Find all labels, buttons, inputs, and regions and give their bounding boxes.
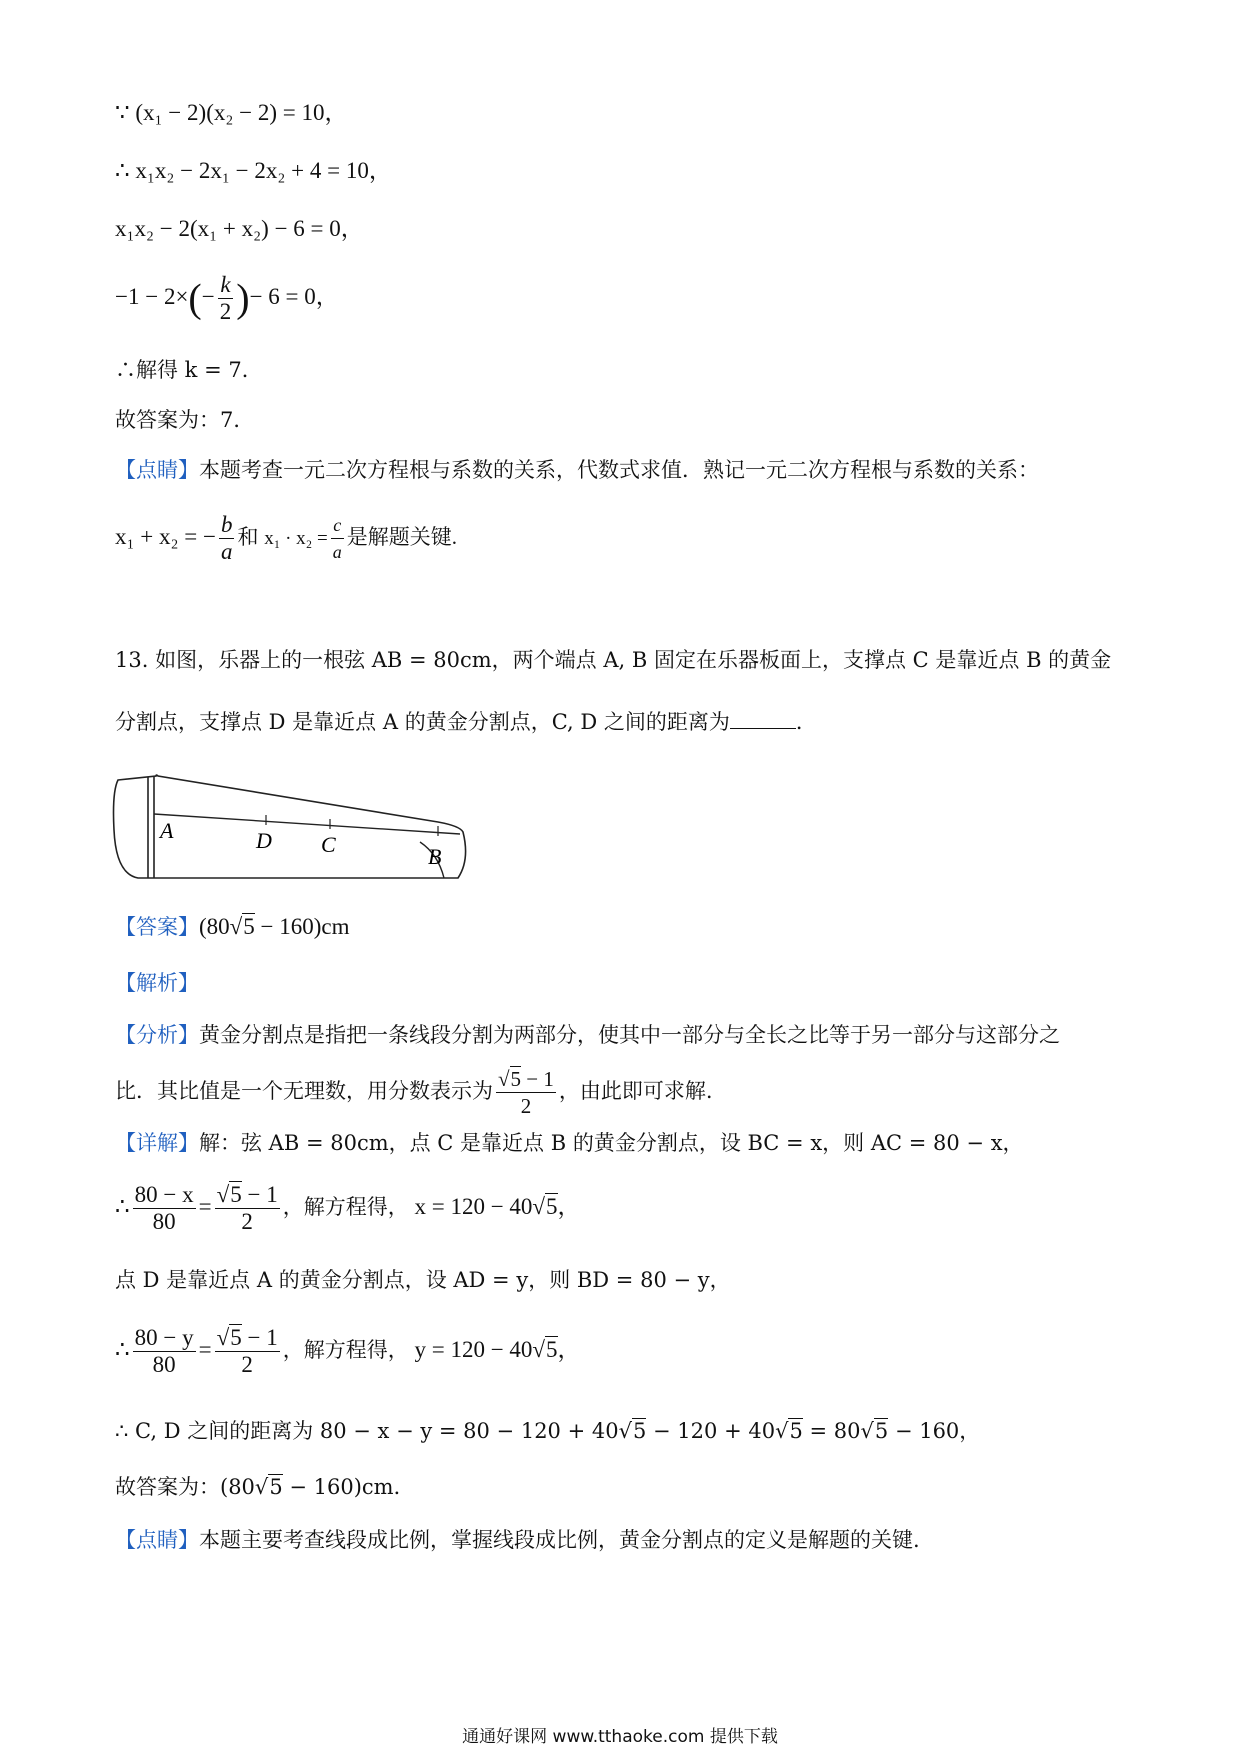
eq1-num: 80 − x xyxy=(134,1182,194,1207)
dist-root-1: 5 xyxy=(632,1419,647,1443)
point-text: 本题考查一元二次方程根与系数的关系，代数式求值．熟记一元二次方程根与系数的关系： xyxy=(199,458,1039,482)
frac-c-den: a xyxy=(332,542,342,562)
eq-line-1: ∵ (x₁ − 2)(x₂ − 2) = 10， xyxy=(115,100,348,125)
answer-line-12: 故答案为：7． xyxy=(115,408,255,432)
eq4-frac-den: 2 xyxy=(219,299,232,324)
eq2-res-pre: y = 120 − 40 xyxy=(414,1336,533,1362)
vieta-frac-b xyxy=(219,512,235,565)
dist-root-3: 5 xyxy=(874,1419,889,1443)
golden-ratio-fraction: $\frac{√5 - 1}{2}$ xyxy=(498,1067,554,1118)
fenxi-line-2 xyxy=(115,1066,713,1119)
eq1-left-frac xyxy=(133,1182,196,1235)
label-d: D xyxy=(256,828,272,853)
vieta-formula-line xyxy=(115,512,457,565)
vieta-frac-c xyxy=(331,512,344,565)
eq1-rden: 2 xyxy=(241,1209,253,1234)
eq-line-2: ∴ x₁x₂ − 2x₁ − 2x₂ + 4 = 10， xyxy=(115,158,392,183)
eq4-frac-num: k xyxy=(218,272,234,299)
fenxi-text-2: 比．其比值是一个无理数，用分数表示为 xyxy=(115,1079,493,1103)
eq1-rnum-post: − 1 xyxy=(241,1182,278,1207)
fenxi-text-3: ，由此即可求解. xyxy=(558,1079,713,1103)
eq-line-3: x₁x₂ − 2(x₁ + x₂) − 6 = 0， xyxy=(115,216,364,241)
point2-tag: 【点睛】 xyxy=(115,1528,199,1552)
eq1-res-pre: x = 120 − 40 xyxy=(414,1193,533,1219)
eq2-res-post: ， xyxy=(557,1336,581,1362)
eq2-right-frac: $\frac{√5 - 1}{2}$ xyxy=(216,1325,278,1377)
answer-root: 5 xyxy=(243,914,255,939)
final-answer-line: 故答案为：(80√5 − 160)cm． xyxy=(115,1475,415,1499)
golden-den: 2 xyxy=(520,1094,532,1118)
eq2-num: 80 − y xyxy=(134,1325,194,1350)
point-note-1 xyxy=(115,455,1039,485)
detail-tag: 【详解】 xyxy=(115,1131,199,1155)
solve-k-line: ∴解得 k = 7． xyxy=(115,358,263,382)
frac-b-den: a xyxy=(220,539,233,564)
eq4-fraction xyxy=(218,272,234,325)
answer-tag: 【答案】 xyxy=(115,915,199,939)
answer-blank xyxy=(730,708,796,729)
frac-b-num: b xyxy=(220,512,233,537)
dist-mid: − 120 + 40 xyxy=(646,1419,776,1443)
final-post: − 160)cm． xyxy=(282,1475,415,1499)
vieta-join: 和 xyxy=(237,524,259,549)
question-end: ． xyxy=(795,710,817,734)
frac-c-num: c xyxy=(331,512,344,539)
dist-post: − 160， xyxy=(888,1419,981,1443)
detail-eq-2: ∴ $\frac{80 - y}{80}$ = $\frac{√5 - 1}{2}$ ，解方程得， y = 120 − 40√5， xyxy=(115,1325,581,1377)
eq4-right: − 6 = 0， xyxy=(249,283,339,309)
fenxi-text-1: 黄金分割点是指把一条线段分割为两部分，使其中一部分与全长之比等于另一部分与这部分之 xyxy=(199,1023,1060,1047)
eq1-res-post: ， xyxy=(557,1193,581,1219)
dist-root-2: 5 xyxy=(789,1419,803,1443)
question-13-line-2 xyxy=(115,707,817,737)
vieta-sum: x₁ + x₂ = − xyxy=(115,523,216,549)
point-note-2 xyxy=(115,1525,920,1555)
right-paren: ) xyxy=(236,275,250,321)
string-ab xyxy=(154,814,460,834)
detail-text-1: 解：弦 AB = 80cm，点 C 是靠近点 B 的黄金分割点，设 BC = x，则 AC = 80 − x， xyxy=(199,1131,1024,1155)
golden-root: 5 xyxy=(510,1067,522,1091)
left-paren: ( xyxy=(188,275,202,321)
answer-block: 【答案】(80√5 − 160)cm xyxy=(115,914,350,939)
dist-pre: ∴ C, D 之间的距离为 80 − x − y = 80 − 120 + 40 xyxy=(115,1419,619,1443)
answer-value-pre: (80 xyxy=(199,914,230,939)
label-b: B xyxy=(428,844,442,869)
eq1-den: 80 xyxy=(152,1209,176,1234)
distance-line: ∴ C, D 之间的距离为 80 − x − y = 80 − 120 + 40√5 − 120 + 40√5 = 80√5 − 160， xyxy=(115,1419,981,1443)
detail-line-3: 点 D 是靠近点 A 的黄金分割点，设 AD = y，则 BD = 80 − y， xyxy=(115,1268,731,1292)
dist-mid-2: = 80 xyxy=(802,1419,861,1443)
eq4-left: −1 − 2× xyxy=(115,283,189,309)
eq2-rden: 2 xyxy=(241,1352,253,1377)
detail-eq-1: ∴ $\frac{80 - x}{80}$ = $\frac{√5 - 1}{2}$ ，解方程得， x = 120 − 40√5， xyxy=(115,1182,581,1234)
eq2-root: 5 xyxy=(230,1325,242,1350)
detail-line-1 xyxy=(115,1128,1024,1158)
eq1-mid: ，解方程得， xyxy=(282,1194,409,1219)
final-pre: 故答案为：(80 xyxy=(115,1475,255,1499)
vieta-tail: 是解题关键. xyxy=(346,524,457,549)
question-text: 分割点，支撑点 D 是靠近点 A 的黄金分割点，C, D 之间的距离为 xyxy=(115,710,730,734)
point2-text: 本题主要考查线段成比例，掌握线段成比例，黄金分割点的定义是解题的关键. xyxy=(199,1528,920,1552)
label-a: A xyxy=(160,818,174,843)
eq-line-4: −1 − 2×(− $\frac{k}{2}$ )− 6 = 0， xyxy=(115,272,339,324)
eq2-mid: ，解方程得， xyxy=(282,1337,409,1362)
point-tag: 【点睛】 xyxy=(115,458,199,482)
analysis-tag: 【解析】 xyxy=(115,971,199,995)
eq1-right-frac: $\frac{√5 - 1}{2}$ xyxy=(216,1182,278,1234)
vieta-product: x₁ · x₂ = xyxy=(264,527,328,549)
eq2-left-frac xyxy=(133,1325,196,1378)
answer-value-post: − 160)cm xyxy=(254,914,350,939)
golden-num-post: − 1 xyxy=(521,1067,554,1091)
eq2-rnum-post: − 1 xyxy=(241,1325,278,1350)
instrument-figure xyxy=(108,770,508,885)
eq2-den: 80 xyxy=(152,1352,176,1377)
eq1-root: 5 xyxy=(230,1182,242,1207)
label-c: C xyxy=(321,832,336,857)
fenxi-tag: 【分析】 xyxy=(115,1023,199,1047)
page-footer: 通通好课网 www.tthaoke.com 提供下载 xyxy=(462,1727,778,1747)
question-13-line-1: 13. 如图，乐器上的一根弦 AB = 80cm，两个端点 A, B 固定在乐器板面上，支撑点 C 是靠近点 B 的黄金 xyxy=(115,648,1112,672)
fenxi-line-1 xyxy=(115,1020,1060,1050)
eq2-res-root: 5 xyxy=(546,1336,558,1362)
eq1-res-root: 5 xyxy=(546,1193,558,1219)
final-root: 5 xyxy=(269,1475,283,1499)
